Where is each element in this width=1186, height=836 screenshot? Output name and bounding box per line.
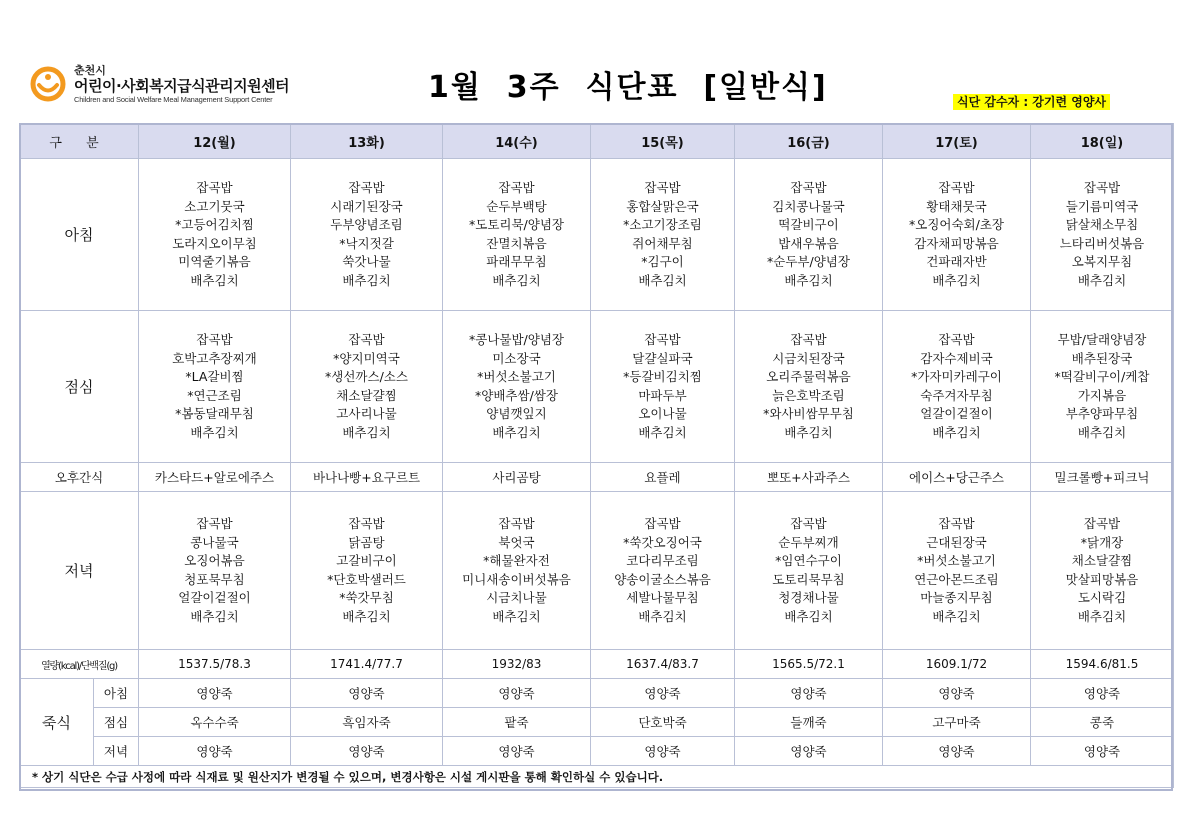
menu-item: 잡곡밥: [1083, 516, 1121, 531]
snack-cell: 뽀또+사과주스: [735, 463, 883, 492]
porridge-cell: 영양죽: [139, 737, 291, 766]
dinner-row: [20, 492, 1174, 650]
menu-item: 콩나물국: [190, 534, 239, 550]
corner-label: 구 분: [20, 124, 139, 159]
snack-cell: 바나나빵+요구르트: [291, 463, 443, 492]
menu-item: 순두부백탕: [486, 198, 547, 214]
porridge-cell: 들깨죽: [735, 708, 883, 737]
meal-cell: [883, 492, 1031, 650]
porridge-cell: 고구마죽: [883, 708, 1031, 737]
menu-item: 배추김치: [190, 608, 239, 624]
menu-item: 도토리묵무침: [772, 571, 845, 587]
menu-item: 잡곡밥: [348, 516, 385, 531]
menu-item: 오징어볶음: [184, 553, 245, 568]
menu-item: 배추된장국: [1071, 350, 1133, 366]
meal-cell: [883, 159, 1031, 311]
meal-cell: [1031, 492, 1174, 650]
menu-item: 잔멸치볶음: [486, 235, 547, 251]
menu-item: 배추김치: [638, 608, 687, 624]
lunch-row: [20, 311, 1174, 463]
menu-item: 늙은호박조림: [772, 387, 845, 403]
menu-item: 미역줄기볶음: [178, 254, 251, 269]
menu-item: 양송이굴소스볶음: [614, 571, 711, 587]
menu-item: *와사비쌈무무침: [763, 406, 854, 421]
meal-cell: [1031, 311, 1174, 463]
snack-cell: 카스타드+알로에주스: [139, 463, 291, 492]
day-header: 17(토): [883, 124, 1031, 159]
porridge-cell: 영양죽: [591, 737, 735, 766]
menu-item: 북엇국: [498, 534, 535, 550]
menu-item: 배추김치: [492, 272, 541, 288]
menu-item: 잡곡밥: [1083, 180, 1121, 195]
menu-item: 배추김치: [342, 272, 391, 288]
porridge-cell: 영양죽: [443, 737, 591, 766]
menu-item: 배추김치: [1077, 424, 1127, 440]
menu-item: 잡곡밥: [348, 332, 385, 347]
note-row: [20, 766, 1174, 788]
meal-cell: [883, 311, 1031, 463]
menu-item: 배추김치: [784, 608, 833, 624]
meal-cell: [735, 492, 883, 650]
porridge-cell: 영양죽: [291, 737, 443, 766]
menu-item: 들기름미역국: [1065, 198, 1139, 214]
day-header-row: [20, 124, 1174, 159]
menu-item: 두부양념조림: [330, 217, 403, 232]
page-title: 1월 3주 식단표 [일반식]: [428, 70, 828, 105]
menu-item: 잡곡밥: [196, 516, 233, 531]
nutrition-row: [20, 650, 1174, 679]
menu-item: 시래기된장국: [330, 198, 403, 214]
page-header: [0, 0, 1186, 120]
menu-item: *순두부/양념장: [767, 254, 850, 269]
porridge-dinner-row: [20, 737, 1174, 766]
dinner-label: 저녁: [20, 492, 139, 650]
logo-english-text: Children and Social Welfare Meal Management Support Center: [74, 95, 273, 104]
snack-cell: 사리곰탕: [443, 463, 591, 492]
menu-item: *임연수구이: [775, 553, 842, 568]
menu-item: 코다리무조림: [626, 553, 699, 568]
porridge-cell: 흑임자죽: [291, 708, 443, 737]
nutrition-cell: 1637.4/83.7: [591, 650, 735, 679]
menu-item: *버섯소불고기: [917, 553, 996, 568]
porridge-lunch-row: [20, 708, 1174, 737]
footnote: * 상기 식단은 수급 사정에 따라 식재료 및 원산지가 변경될 수 있으며, 변경사항은 시설 게시판을 통해 확인하실 수 있습니다.: [20, 766, 1174, 788]
day-header: 16(금): [735, 124, 883, 159]
snack-cell: 밀크롤빵+피크닉: [1031, 463, 1174, 492]
menu-item: *오징어숙회/초장: [909, 217, 1004, 232]
menu-item: *단호박샐러드: [327, 571, 406, 587]
menu-item: 황태채뭇국: [926, 198, 987, 214]
menu-item: 배추김치: [342, 608, 391, 624]
menu-item: 감자수제비국: [920, 350, 993, 366]
menu-item: 근대된장국: [926, 534, 987, 550]
menu-item: 잡곡밥: [348, 180, 385, 195]
menu-item: 배추김치: [1077, 608, 1127, 624]
menu-item: 배추김치: [638, 424, 687, 440]
menu-item: 양념깻잎지: [486, 406, 547, 421]
menu-item: 느타리버섯볶음: [1059, 235, 1145, 251]
menu-item: 잡곡밥: [498, 180, 535, 195]
menu-item: *연근조림: [187, 387, 242, 403]
menu-item: *고등어김치찜: [175, 217, 254, 232]
nutrition-cell: 1537.5/78.3: [139, 650, 291, 679]
menu-item: 닭살채소무침: [1065, 217, 1139, 232]
day-header: 12(월): [139, 124, 291, 159]
meal-cell: [735, 159, 883, 311]
menu-item: 잡곡밥: [790, 332, 827, 347]
nutrition-cell: 1594.6/81.5: [1031, 650, 1174, 679]
menu-item: 호박고추장찌개: [172, 350, 257, 366]
menu-item: *소고기장조림: [623, 217, 702, 232]
meal-cell: [591, 311, 735, 463]
nutrition-cell: 1932/83: [443, 650, 591, 679]
porridge-cell: 영양죽: [1031, 679, 1174, 708]
menu-item: 잡곡밥: [644, 332, 681, 347]
meal-cell: [291, 311, 443, 463]
nutrition-cell: 1609.1/72: [883, 650, 1031, 679]
menu-item: 달걀실파국: [632, 350, 693, 366]
menu-item: 얼갈이겉절이: [178, 590, 251, 605]
porridge-cell: 영양죽: [883, 737, 1031, 766]
menu-item: *떡갈비구이/케찹: [1054, 369, 1150, 384]
menu-item: 홍합살맑은국: [626, 198, 699, 214]
porridge-cell: 영양죽: [883, 679, 1031, 708]
supervisor-badge: 식단 감수자 : 강기련 영양사: [953, 94, 1110, 110]
menu-item: *생선까스/소스: [325, 369, 408, 384]
menu-item: 배추김치: [1077, 272, 1127, 288]
menu-item: 배추김치: [784, 424, 833, 440]
menu-item: 무밥/달래양념장: [1057, 332, 1147, 347]
menu-item: 배추김치: [932, 608, 981, 624]
menu-item: 잡곡밥: [644, 180, 681, 195]
menu-item: 도라지오이무침: [172, 235, 257, 251]
nutrition-label: 열량(kcal)/단백질(g): [20, 650, 139, 679]
menu-item: *해물완자전: [483, 553, 550, 568]
menu-item: *닭개장: [1080, 534, 1124, 550]
day-header: 13화): [291, 124, 443, 159]
menu-item: *LA갈비찜: [185, 369, 244, 384]
menu-item: 마파두부: [638, 387, 687, 403]
snack-cell: 에이스+당근주스: [883, 463, 1031, 492]
porridge-cell: 영양죽: [735, 737, 883, 766]
menu-item: 미소장국: [492, 350, 541, 366]
menu-item: *도토리묵/양념장: [469, 217, 564, 232]
meal-cell: [735, 311, 883, 463]
menu-item: 잡곡밥: [790, 516, 827, 531]
menu-item: *양지미역국: [333, 350, 400, 366]
menu-item: 파래무무침: [486, 254, 547, 269]
menu-item: 배추김치: [342, 424, 391, 440]
menu-item: 잡곡밥: [196, 180, 233, 195]
menu-item: 오리주물럭볶음: [766, 369, 851, 384]
menu-item: *쑥갓오징어국: [623, 534, 702, 550]
menu-item: 떡갈비구이: [778, 217, 839, 232]
menu-item: 오이나물: [638, 406, 687, 421]
menu-item: *양배추쌈/쌈장: [475, 387, 558, 403]
porridge-lunch-label: 점심: [94, 708, 139, 737]
menu-item: 잡곡밥: [938, 332, 975, 347]
menu-item: 잡곡밥: [938, 516, 975, 531]
menu-item: 건파래자반: [926, 254, 987, 269]
menu-item: 채소달걀찜: [1071, 553, 1133, 568]
menu-item: 도시락김: [1077, 590, 1127, 605]
menu-item: 배추김치: [190, 272, 239, 288]
menu-item: *쑥갓무침: [339, 590, 394, 605]
menu-item: 쥐어채무침: [632, 235, 693, 251]
menu-item: 얼갈이겉절이: [920, 406, 993, 421]
porridge-cell: 영양죽: [139, 679, 291, 708]
center-logo: [30, 64, 330, 108]
menu-item: 채소달걀찜: [336, 387, 397, 403]
menu-item: 배추김치: [932, 424, 981, 440]
logo-city-text: 춘천시: [74, 64, 106, 77]
porridge-cell: 콩죽: [1031, 708, 1174, 737]
menu-item: *버섯소불고기: [477, 369, 556, 384]
menu-item: 밥새우볶음: [778, 235, 839, 251]
lunch-label: 점심: [20, 311, 139, 463]
menu-item: 감자채피망볶음: [914, 235, 999, 251]
menu-item: 마늘종지무침: [920, 590, 993, 605]
menu-item: 잡곡밥: [644, 516, 681, 531]
menu-item: 소고기뭇국: [184, 198, 245, 214]
meal-cell: [1031, 159, 1174, 311]
logo-name-text: 어린이·사회복지급식관리지원센터: [74, 77, 290, 95]
nutrition-cell: 1565.5/72.1: [735, 650, 883, 679]
menu-item: 부추양파무침: [1065, 406, 1139, 421]
day-header: 14(수): [443, 124, 591, 159]
menu-item: 배추김치: [190, 424, 239, 440]
menu-item: 청경채나물: [778, 590, 839, 605]
menu-table: [19, 123, 1174, 788]
porridge-breakfast-label: 아침: [94, 679, 139, 708]
porridge-dinner-label: 저녁: [94, 737, 139, 766]
menu-item: 배추김치: [638, 272, 687, 288]
day-header: 15(목): [591, 124, 735, 159]
meal-cell: [591, 492, 735, 650]
menu-item: *낙지젓갈: [339, 235, 394, 251]
breakfast-label: 아침: [20, 159, 139, 311]
meal-cell: [139, 492, 291, 650]
porridge-breakfast-row: [20, 679, 1174, 708]
menu-item: 순두부찌개: [778, 534, 839, 550]
menu-item: *등갈비김치찜: [623, 369, 702, 384]
menu-item: *김구이: [641, 254, 684, 269]
menu-item: *가자미카레구이: [911, 369, 1002, 384]
meal-cell: [591, 159, 735, 311]
menu-item: 김치콩나물국: [772, 198, 845, 214]
porridge-label: 죽식: [20, 679, 94, 766]
porridge-cell: 영양죽: [591, 679, 735, 708]
porridge-cell: 영양죽: [443, 679, 591, 708]
menu-item: 시금치된장국: [772, 350, 845, 366]
menu-item: 세발나물무침: [626, 590, 699, 605]
menu-item: 잡곡밥: [196, 332, 233, 347]
menu-item: 시금치나물: [486, 590, 547, 605]
menu-item: 배추김치: [784, 272, 833, 288]
meal-cell: [443, 159, 591, 311]
menu-item: 가지볶음: [1077, 387, 1127, 403]
nutrition-cell: 1741.4/77.7: [291, 650, 443, 679]
snack-row: [20, 463, 1174, 492]
porridge-cell: 영양죽: [1031, 737, 1174, 766]
breakfast-row: [20, 159, 1174, 311]
menu-item: 배추김치: [932, 272, 981, 288]
menu-item: 쑥갓나물: [342, 254, 391, 269]
day-header: 18(일): [1031, 124, 1174, 159]
meal-cell: [291, 492, 443, 650]
menu-item: 닭곰탕: [348, 534, 385, 550]
porridge-cell: 영양죽: [291, 679, 443, 708]
menu-item: 잡곡밥: [498, 516, 535, 531]
menu-item: 맛살피망볶음: [1065, 571, 1139, 587]
menu-item: 배추김치: [492, 608, 541, 624]
menu-item: 오복지무침: [1071, 254, 1133, 269]
menu-item: 배추김치: [492, 424, 541, 440]
snack-cell: 요플레: [591, 463, 735, 492]
menu-item: 미니새송이버섯볶음: [462, 571, 571, 587]
menu-item: 잡곡밥: [790, 180, 827, 195]
menu-item: 숙주겨자무침: [920, 387, 993, 403]
menu-item: 연근아몬드조림: [914, 571, 999, 587]
meal-cell: [443, 311, 591, 463]
menu-item: 잡곡밥: [938, 180, 975, 195]
menu-item: 청포묵무침: [184, 571, 245, 587]
menu-item: 고갈비구이: [336, 553, 397, 568]
meal-cell: [443, 492, 591, 650]
meal-cell: [139, 311, 291, 463]
porridge-cell: 팥죽: [443, 708, 591, 737]
porridge-cell: 단호박죽: [591, 708, 735, 737]
menu-item: *콩나물밥/양념장: [469, 332, 564, 347]
porridge-cell: 옥수수죽: [139, 708, 291, 737]
snack-label: 오후간식: [20, 463, 139, 492]
meal-cell: [139, 159, 291, 311]
menu-item: *봄동달래무침: [175, 406, 254, 421]
menu-item: 고사리나물: [336, 406, 397, 421]
smile-logo-icon: [30, 66, 66, 102]
porridge-cell: 영양죽: [735, 679, 883, 708]
meal-cell: [291, 159, 443, 311]
